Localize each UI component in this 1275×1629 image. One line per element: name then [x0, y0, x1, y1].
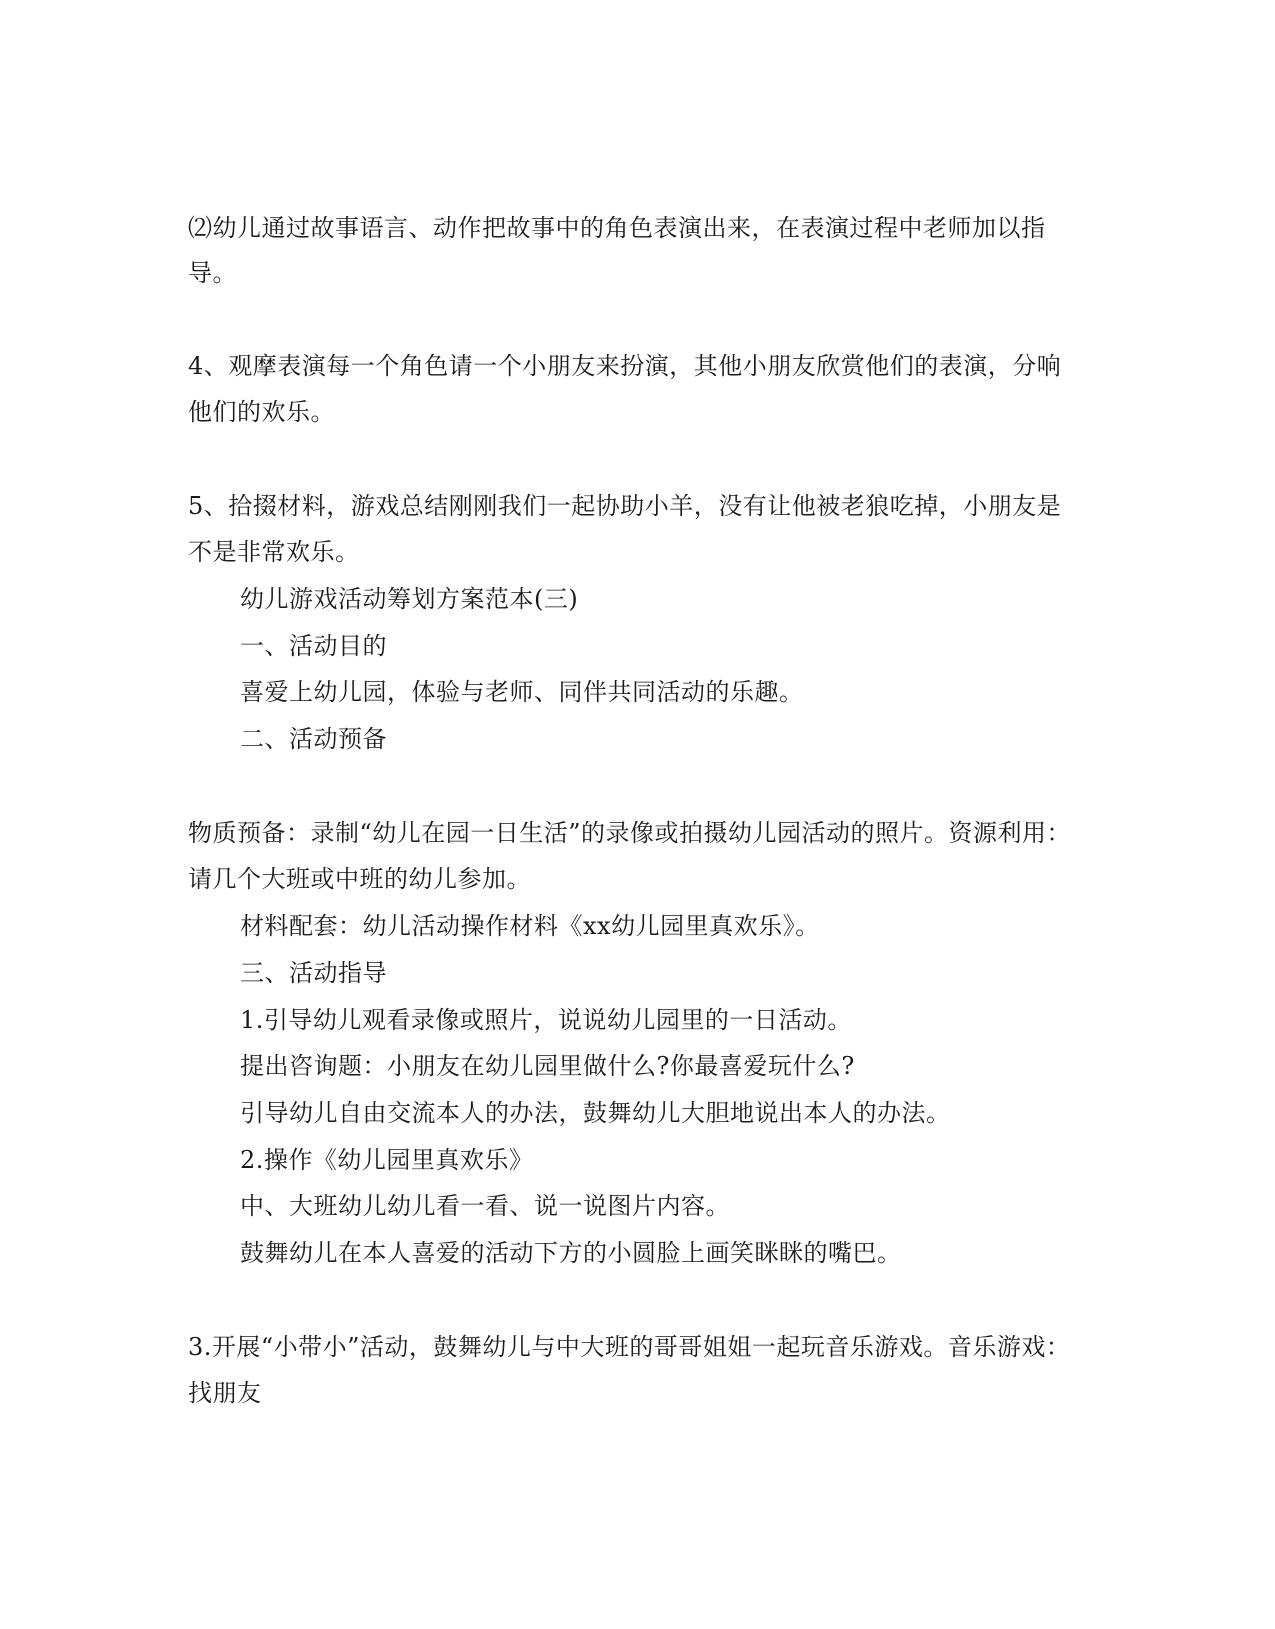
paragraph-line: 引导幼儿自由交流本人的办法，鼓舞幼儿大胆地说出本人的办法。 — [240, 1099, 951, 1127]
paragraph-line: 材料配套：幼儿活动操作材料《xx幼儿园里真欢乐》。 — [240, 912, 820, 940]
paragraph-line: 他们的欢乐。 — [188, 398, 335, 426]
paragraph-line: 找朋友 — [188, 1379, 262, 1407]
section-heading: 二、活动预备 — [240, 725, 387, 753]
section-title: 幼儿游戏活动筹划方案范本(三) — [240, 585, 579, 613]
paragraph-line: 不是非常欢乐。 — [188, 538, 360, 566]
paragraph-line: 提出咨询题：小朋友在幼儿园里做什么?你最喜爱玩什么? — [240, 1052, 855, 1080]
paragraph-line: ⑵幼儿通过故事语言、动作把故事中的角色表演出来，在表演过程中老师加以指 — [188, 214, 1046, 242]
section-heading: 三、活动指导 — [240, 959, 387, 987]
list-item: 1.引导幼儿观看录像或照片，说说幼儿园里的一日活动。 — [240, 1006, 852, 1034]
paragraph-line: 物质预备：录制“幼儿在园一日生活”的录像或拍摄幼儿园活动的照片。资源利用： — [188, 819, 1072, 847]
paragraph-line: 5、拾掇材料，游戏总结刚刚我们一起协助小羊，没有让他被老狼吃掉，小朋友是 — [188, 492, 1062, 520]
paragraph-line: 喜爱上幼儿园，体验与老师、同伴共同活动的乐趣。 — [240, 678, 804, 706]
paragraph-line: 导。 — [188, 259, 237, 287]
paragraph-line: 鼓舞幼儿在本人喜爱的活动下方的小圆脸上画笑眯眯的嘴巴。 — [240, 1239, 902, 1267]
paragraph-line: 4、观摩表演每一个角色请一个小朋友来扮演，其他小朋友欣赏他们的表演，分响 — [188, 352, 1062, 380]
section-heading: 一、活动目的 — [240, 632, 387, 660]
list-item: 3.开展“小带小”活动，鼓舞幼儿与中大班的哥哥姐姐一起玩音乐游戏。音乐游戏： — [188, 1333, 1071, 1361]
paragraph-line: 中、大班幼儿幼儿看一看、说一说图片内容。 — [240, 1192, 730, 1220]
paragraph-line: 请几个大班或中班的幼儿参加。 — [188, 865, 531, 893]
list-item: 2.操作《幼儿园里真欢乐》 — [240, 1146, 534, 1174]
